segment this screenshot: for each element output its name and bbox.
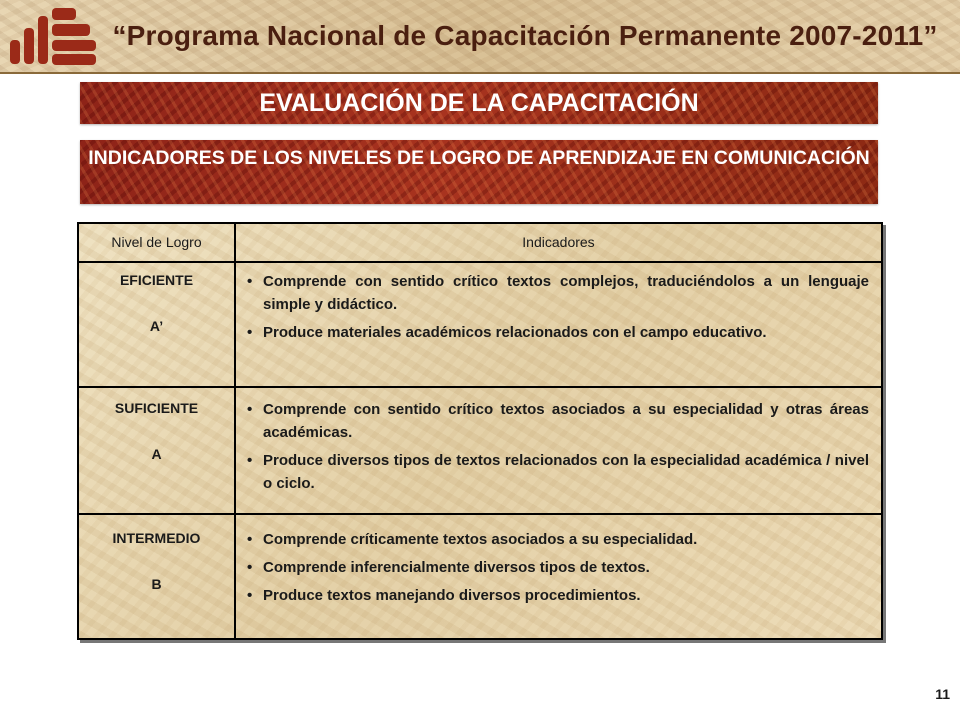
row-divider bbox=[79, 513, 881, 515]
row-divider bbox=[79, 386, 881, 388]
level-name: INTERMEDIO bbox=[112, 530, 201, 546]
bar-chart-logo-icon bbox=[6, 6, 102, 68]
section-title: EVALUACIÓN DE LA CAPACITACIÓN bbox=[80, 82, 878, 124]
level-cell-eficiente bbox=[79, 272, 234, 334]
indicator-list bbox=[247, 398, 869, 500]
indicator-item: • Produce materiales académicos relacionados con el campo educativo. bbox=[247, 321, 869, 344]
level-code: A bbox=[151, 446, 162, 462]
indicator-item: • Comprende inferencialmente diversos tipos de textos. bbox=[247, 556, 869, 579]
page-number: 11 bbox=[935, 686, 950, 702]
header-title: “Programa Nacional de Capacitación Permanente 2007-2011” bbox=[112, 20, 938, 51]
indicator-list bbox=[247, 270, 869, 349]
indicator-item: • Comprende con sentido crítico textos asociados a su especialidad y otras áreas académicas. bbox=[247, 398, 869, 444]
indicators-table bbox=[77, 222, 883, 640]
level-name: SUFICIENTE bbox=[114, 400, 199, 416]
column-divider bbox=[234, 224, 236, 638]
row-divider bbox=[79, 261, 881, 263]
header-indicadores: Indicadores bbox=[522, 234, 595, 250]
level-cell-intermedio bbox=[79, 530, 234, 592]
level-cell-suficiente bbox=[79, 400, 234, 462]
indicator-item: • Comprende críticamente textos asociados a su especialidad. bbox=[247, 528, 869, 551]
indicator-item: • Produce textos manejando diversos procedimientos. bbox=[247, 584, 869, 607]
level-code: B bbox=[151, 576, 162, 592]
indicator-item: • Comprende con sentido crítico textos complejos, traduciéndolos a un lenguaje simple y didáctico. bbox=[247, 270, 869, 316]
level-code: A’ bbox=[149, 318, 164, 334]
header-band bbox=[0, 0, 960, 74]
indicator-list bbox=[247, 528, 869, 612]
level-name: EFICIENTE bbox=[119, 272, 194, 288]
header-nivel-de-logro: Nivel de Logro bbox=[111, 234, 202, 250]
subsection-title: INDICADORES DE LOS NIVELES DE LOGRO DE APRENDIZAJE EN COMUNICACIÓN bbox=[80, 140, 878, 204]
indicator-item: • Produce diversos tipos de textos relacionados con la especialidad académica / nivel o ciclo. bbox=[247, 449, 869, 495]
